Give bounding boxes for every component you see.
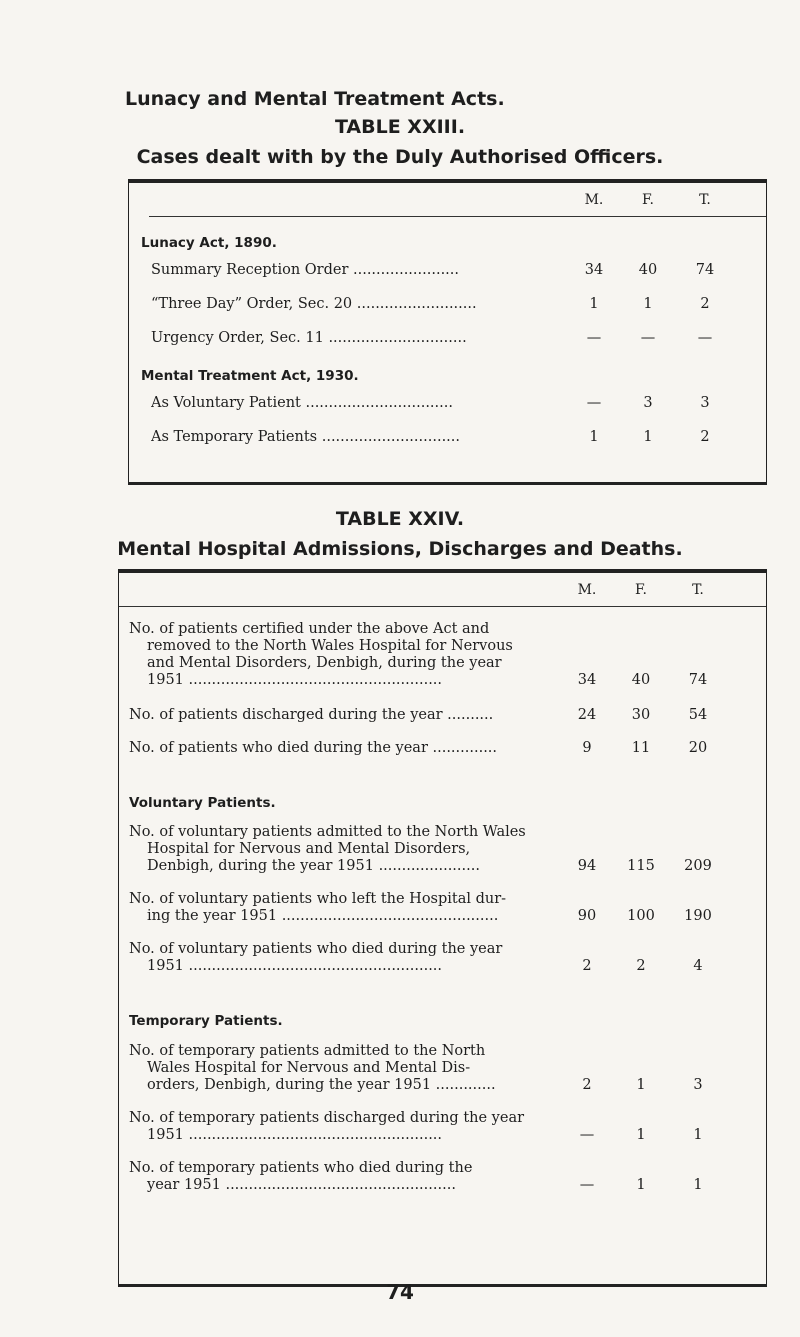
row-label: No. of temporary patients admitted to the North Wales Hospital for Nervous and Mental Dis- orders, Denbigh, during the year 1951 ............. bbox=[129, 1043, 496, 1093]
cell-t: 4 bbox=[693, 958, 703, 974]
cell-f: 2 bbox=[636, 958, 646, 974]
table23-title: TABLE XXIII. bbox=[334, 116, 466, 138]
table24-subtitle: Mental Hospital Admissions, Discharges and Deaths. bbox=[117, 538, 683, 560]
row-label: No. of patients who died during the year .............. bbox=[129, 740, 498, 756]
cell-m: 2 bbox=[582, 958, 592, 974]
cell-m: 90 bbox=[577, 908, 597, 924]
col-m-header: M. bbox=[584, 192, 604, 208]
cell-f: 100 bbox=[627, 908, 655, 924]
page-number: 74 bbox=[386, 1280, 414, 1304]
col-f-header: F. bbox=[635, 582, 647, 598]
cell-m: 2 bbox=[582, 1077, 592, 1093]
cell-m: 34 bbox=[584, 262, 604, 278]
cell-f: 40 bbox=[631, 672, 651, 688]
cell-m: — bbox=[586, 330, 602, 346]
cell-m: 1 bbox=[589, 429, 599, 445]
cell-t: 2 bbox=[700, 296, 710, 312]
cell-f: 1 bbox=[636, 1127, 646, 1143]
cell-f: 1 bbox=[643, 296, 653, 312]
cell-f: 1 bbox=[643, 429, 653, 445]
cell-t: 20 bbox=[688, 740, 708, 756]
row-label: As Voluntary Patient ................................ bbox=[151, 395, 453, 411]
row-label: No. of voluntary patients who left the Hospital dur- ing the year 1951 ............................................... bbox=[129, 891, 507, 924]
row-label: No. of patients discharged during the year .......... bbox=[129, 707, 494, 723]
cell-m: — bbox=[579, 1127, 595, 1143]
row-label: No. of voluntary patients admitted to the North Wales Hospital for Nervous and Mental Disorders, Denbigh, during the year 1951 ...................... bbox=[129, 824, 526, 874]
row-label: No. of temporary patients discharged during the year 1951 ....................................................... bbox=[129, 1110, 525, 1143]
cell-f: 3 bbox=[643, 395, 653, 411]
cell-f: 40 bbox=[638, 262, 658, 278]
cell-t: 54 bbox=[688, 707, 708, 723]
section-voluntary-patients: Voluntary Patients. bbox=[129, 795, 276, 811]
cell-t: 3 bbox=[700, 395, 710, 411]
cell-f: 30 bbox=[631, 707, 651, 723]
cell-t: 1 bbox=[693, 1177, 703, 1193]
cell-m: 1 bbox=[589, 296, 599, 312]
row-label: No. of patients certified under the above Act and removed to the North Wales Hospital for Nervous and Mental Disorders, Denbigh, during the year 1951 ....................................................... bbox=[129, 621, 513, 688]
cell-t: 1 bbox=[693, 1127, 703, 1143]
cell-t: 190 bbox=[684, 908, 712, 924]
cell-m: 9 bbox=[582, 740, 592, 756]
row-label: “Three Day” Order, Sec. 20 .......................... bbox=[151, 296, 477, 312]
table24-title: TABLE XXIV. bbox=[335, 508, 465, 530]
cell-t: 74 bbox=[688, 672, 708, 688]
cell-m: 34 bbox=[577, 672, 597, 688]
section-mental-treatment-act: Mental Treatment Act, 1930. bbox=[141, 368, 359, 384]
col-f-header: F. bbox=[642, 192, 654, 208]
row-label: Summary Reception Order ....................... bbox=[151, 262, 460, 278]
cell-m: 94 bbox=[577, 858, 597, 874]
cell-f: 115 bbox=[627, 858, 655, 874]
row-label: No. of voluntary patients who died during the year 1951 ....................................................... bbox=[129, 941, 503, 974]
table23 bbox=[128, 179, 767, 485]
table23-subtitle: Cases dealt with by the Duly Authorised Officers. bbox=[136, 146, 664, 168]
cell-m: — bbox=[586, 395, 602, 411]
header-rule bbox=[149, 216, 766, 217]
col-m-header: M. bbox=[577, 582, 597, 598]
cell-f: 1 bbox=[636, 1177, 646, 1193]
row-label: Urgency Order, Sec. 11 .............................. bbox=[151, 330, 467, 346]
act-title: Lunacy and Mental Treatment Acts. bbox=[125, 88, 505, 110]
col-t-header: T. bbox=[699, 192, 711, 208]
col-t-header: T. bbox=[692, 582, 704, 598]
cell-t: 74 bbox=[695, 262, 715, 278]
cell-t: 3 bbox=[693, 1077, 703, 1093]
cell-t: — bbox=[697, 330, 713, 346]
cell-f: 11 bbox=[631, 740, 651, 756]
row-label: No. of temporary patients who died during the year 1951 .................................................. bbox=[129, 1160, 473, 1193]
table24 bbox=[118, 569, 767, 1287]
cell-f: 1 bbox=[636, 1077, 646, 1093]
row-label: As Temporary Patients .............................. bbox=[151, 429, 461, 445]
cell-f: — bbox=[640, 330, 656, 346]
cell-m: — bbox=[579, 1177, 595, 1193]
cell-t: 209 bbox=[684, 858, 712, 874]
section-temporary-patients: Temporary Patients. bbox=[129, 1013, 283, 1029]
section-lunacy-act: Lunacy Act, 1890. bbox=[141, 235, 277, 251]
header-rule bbox=[119, 606, 766, 607]
cell-m: 24 bbox=[577, 707, 597, 723]
cell-t: 2 bbox=[700, 429, 710, 445]
